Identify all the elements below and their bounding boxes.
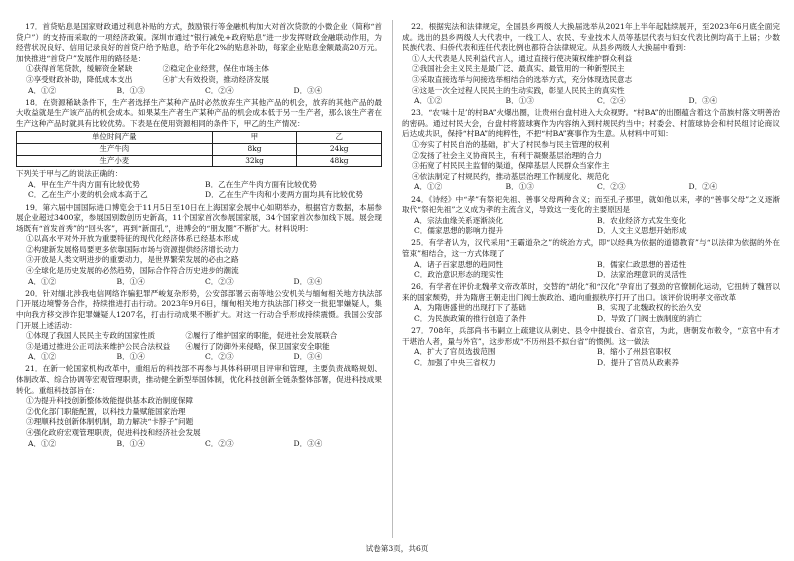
statement-item: ④全球化是历史发展的必然趋势，国际合作符合历史进步的潮流 bbox=[26, 266, 239, 276]
page-footer: 试卷第3页，共6页 bbox=[365, 544, 429, 553]
answer-options bbox=[16, 180, 382, 201]
answer-option[interactable]: D．③④ bbox=[688, 96, 718, 106]
answer-option[interactable]: D．③④ bbox=[293, 352, 323, 362]
right-column bbox=[402, 22, 780, 370]
answer-options bbox=[16, 439, 382, 450]
answer-option[interactable]: B．缩小了州县官职权 bbox=[597, 347, 671, 357]
answer-option[interactable]: A．①② bbox=[28, 85, 57, 95]
question-stem: 25．有学者认为，汉代采用“王霸道杂之”的统治方式，即“以经典为依据的道德教育”与“以法律为依据的外在管束”相结合，这一方式体现了 bbox=[402, 238, 780, 258]
question-stem: 17．首贷贴息是国家财政通过利息补贴的方式，鼓励银行等金融机构加大对首次贷款的小微企业（简称“首贷户”）的支持而采取的一项经济政策。深圳市通过“银行减免+政府贴息”进一步发挥财政金融联动作用，为经营状况良好、信用记录良好的首贷户给予贴息，给予年化2%的贴息补助，每家企业贴息金额最高20万元。加快推进“首贷户”发展作用的路径是： bbox=[16, 22, 382, 63]
statement-item: ③享受财政补助，降低成本支出 ④扩大有效投资，推动经济发展 bbox=[26, 74, 269, 84]
answer-option[interactable]: A．甲在生产牛肉方面有比较优势 bbox=[28, 179, 140, 189]
answer-option[interactable]: D．③④ bbox=[293, 276, 323, 286]
question-stem: 20．针对缅北涉我电信网络诈骗犯罪严峻复杂形势，公安部部署云南等地公安机关与缅甸相关地方执法部门开展边境警务合作，持续推进打击行动。2023年9月6日，缅甸相关地方执法部门移交一批犯罪嫌疑人，集中向我方移交涉诈犯罪嫌疑人1207名，打击行动成果不断扩大。对这一行动合乎形成持续震慑。我国公安部门开展上述活动： bbox=[16, 288, 382, 330]
answer-option[interactable]: B．①③ bbox=[505, 182, 534, 192]
question-prompt: 下列关于甲与乙的说法正确的： bbox=[16, 169, 123, 179]
answer-options bbox=[16, 277, 382, 288]
question-stem: 18．在资源稀缺条件下，生产者选择生产某种产品时必然放弃生产其他产品的机会，放弃的其他产品的最大收益就是生产该产品的机会成本。如果某生产者生产某种产品的机会成本低于另一生产者，那么该生产者在生产这种产品时就具有比较优势。下表是在使用资源相同的条件下，甲乙的生产情况： bbox=[16, 97, 382, 128]
answer-option[interactable]: D．②④ bbox=[688, 182, 718, 192]
answer-option[interactable]: A．①② bbox=[414, 182, 443, 192]
table-header-row bbox=[17, 132, 382, 144]
statement-item: ①以高水平对外开放为重要特征的现代化经济体系已经基本形成 bbox=[26, 234, 239, 244]
question-q25 bbox=[402, 238, 780, 280]
question-stem: 26．有学者在评价北魏孝文帝改革时，交替的“胡化”和“汉化”孕育出了强劲的官僚制化运动，它扭转了魏晋以来的国家颓势，并为隋唐王朝走出门阀士族政治、通向重振秩序打开了出口。该评价说明孝文帝改革 bbox=[402, 282, 780, 302]
answer-option[interactable]: B．农业经济方式发生变化 bbox=[597, 215, 687, 225]
answer-option[interactable]: A．为隋唐盛世的出现打下了基础 bbox=[414, 303, 526, 313]
statement-item: ②发扬了社会主义协商民主，有利于凝聚基层治理的合力 bbox=[412, 150, 602, 160]
answer-option[interactable]: B．①③ bbox=[116, 85, 145, 95]
answer-option[interactable]: C．②③ bbox=[205, 438, 234, 448]
answer-option[interactable]: D．乙在生产牛肉和小麦两方面均具有比较优势 bbox=[205, 190, 363, 200]
statement-item: ③是通过推进公正司法来维护公民合法权益 ④履行了防御外来侵略，保卫国家安全职能 bbox=[26, 341, 330, 351]
question-q22 bbox=[402, 22, 780, 107]
answer-options bbox=[402, 216, 780, 237]
answer-option[interactable]: D．法家治理意识的灵活性 bbox=[597, 270, 687, 280]
question-q23 bbox=[402, 108, 780, 193]
answer-option[interactable]: D．提升了官员从政素养 bbox=[597, 357, 680, 367]
answer-option[interactable]: B．①④ bbox=[116, 438, 145, 448]
statement-item: ①夯实了村民自治的基础，扩大了村民参与民主管理的权利 bbox=[412, 140, 610, 150]
answer-option[interactable]: D．导致了门阀士族制度的消亡 bbox=[597, 314, 702, 324]
answer-option[interactable]: C．②④ bbox=[597, 96, 626, 106]
answer-option[interactable]: C．②④ bbox=[205, 85, 234, 95]
statement-item: ①获得首笔贷款，缓解资金紧缺 ②稳定企业经营，保住市场主体 bbox=[26, 64, 269, 74]
table-header-cell: 单位时间产量 bbox=[17, 132, 213, 144]
question-q20 bbox=[16, 289, 382, 363]
statement-item: ②构建新发展格局要更多依靠国际市场与资源提供经济增长动力 bbox=[26, 244, 239, 254]
answer-option[interactable]: B．①③ bbox=[505, 96, 534, 106]
question-q27 bbox=[402, 326, 780, 368]
question-stem: 23．“农‘味十足’的村BA”火爆出圈，让贵州台盘村进入大众视野。“村BA”的出圈蕴含着这个苗族村落文明善治的密码。通过村民大会，台盘村将篮球赛作为内容纳入到村规民约当中；村委会、村篮球协会和村民组讨论商议后达成共识，保持“村BA”的纯粹性，不把“村BA”赛事作为生意。从材料中可知： bbox=[402, 108, 780, 139]
statement-item: ③拓宽了村民民主监督的渠道，保障基层人民群众当家作主 bbox=[412, 161, 610, 171]
question-q19 bbox=[16, 203, 382, 288]
answer-option[interactable]: B．①④ bbox=[116, 352, 145, 362]
answer-option[interactable]: A．诸子百家思想的趋同性 bbox=[414, 259, 504, 269]
question-stem: 19．第六届中国国际进口博览会于11月5日至10日在上海国家会展中心如期举办，根据官方数据，本届参展企业超过3400家，参展国别数创历史新高，11个国家首次参展国家展，34个国家首次参加线下展。展会现场既有“首发首秀”的“回头客”，再到“新面孔”，进博会的“朋友圈”不断扩大。材料说明： bbox=[16, 202, 382, 233]
answer-option[interactable]: B．乙在生产牛肉方面有比较优势 bbox=[205, 179, 317, 189]
statement-item: ②优化部门职能配置，以科技力量赋能国家治理 bbox=[26, 406, 186, 416]
answer-option[interactable]: A．①② bbox=[28, 276, 57, 286]
answer-options bbox=[402, 347, 780, 368]
answer-option[interactable]: C．政治意识形态的现实性 bbox=[414, 270, 504, 280]
answer-option[interactable]: A．①② bbox=[28, 352, 57, 362]
answer-option[interactable]: D．③④ bbox=[293, 85, 323, 95]
table-cell: 生产牛肉 bbox=[17, 144, 213, 156]
answer-option[interactable]: C．儒家思想的影响力提升 bbox=[414, 226, 504, 236]
answer-options bbox=[16, 86, 382, 97]
statement-item: ③理顺科技创新体制机制，助力解决“卡脖子”问题 bbox=[26, 417, 194, 427]
data-table bbox=[16, 131, 382, 167]
statement-item: ③采取直接选举与间接选举相结合的选举方式，充分体现选民意志 bbox=[412, 74, 633, 84]
answer-option[interactable]: A．扩大了官员选拔范围 bbox=[414, 347, 496, 357]
answer-option[interactable]: B．儒家仁政思想的普适性 bbox=[597, 259, 687, 269]
table-header-cell: 乙 bbox=[297, 132, 382, 144]
question-q21 bbox=[16, 364, 382, 449]
statement-item: ①人大代表是人民利益代言人，通过直接行使决策权维护群众利益 bbox=[412, 53, 633, 63]
question-stem: 21．在新一轮国家机构改革中，重组后的科技部不再参与具体科研项目评审和管理，主要负责战略规划、体制改革、综合协调等宏观管理职责，推动健全新型举国体制，优化科技创新全链条整体部署，促进科技成果转化。重组科技部旨在： bbox=[16, 364, 382, 395]
table-header-cell: 甲 bbox=[212, 132, 297, 144]
answer-options bbox=[402, 182, 780, 193]
left-column bbox=[16, 22, 382, 451]
answer-option[interactable]: A．①② bbox=[414, 96, 443, 106]
question-q17 bbox=[16, 22, 382, 96]
answer-option[interactable]: A．①② bbox=[28, 438, 57, 448]
table-cell: 32kg bbox=[212, 155, 297, 167]
answer-options bbox=[402, 96, 780, 107]
answer-option[interactable]: C．②③ bbox=[205, 276, 234, 286]
statement-item: ④强化政府宏观管理职责，促进科技和经济社会发展 bbox=[26, 427, 201, 437]
answer-options bbox=[16, 352, 382, 363]
statement-item: ④这是一次全过程人民民主的生动实践，彰显人民民主的真实性 bbox=[412, 85, 625, 95]
question-stem: 27．708年，兵部尚书韦嗣立上疏建议从刺史、县令中提拔台、省京官，为此，唐朝发布敕令，“京官中有才干堪治人者，量与外官”，这步形成“不历州县不拟台省”的惯例。这一做法 bbox=[402, 326, 780, 346]
question-stem: 22．根据宪法和法律规定，全国县乡两级人大换届选举从2021年上半年起陆续展开，至2023年6月底全面完成。选出的县乡两级人大代表中，一线工人、农民、专业技术人员等基层代表与妇女代表比例均高于上届；少数民族代表、归侨代表和连任代表比例也都符合法律规定。从县乡两级人大换届中看到： bbox=[402, 22, 780, 53]
question-stem: 24．《诗经》中“孝”有祭祀先祖、善事父母两种含义；而至孔子那里，就如他以来，孝的“善事父母”之义逐渐取代“祭祀先祖”之义成为孝的主流含义，导致这一变化的主要原因是 bbox=[402, 194, 780, 215]
answer-option[interactable]: C．加强了中央三省权力 bbox=[414, 357, 496, 367]
answer-option[interactable]: C．②③ bbox=[205, 352, 234, 362]
column-divider bbox=[392, 20, 393, 538]
statement-item: ①为提升科技创新整体效能提供基本政治制度保障 bbox=[26, 396, 194, 406]
answer-option[interactable]: B．①④ bbox=[116, 276, 145, 286]
table-row bbox=[17, 155, 382, 167]
answer-option[interactable]: C．为民族政策的推行创造了条件 bbox=[414, 314, 527, 324]
answer-option[interactable]: C．乙在生产小麦的机会成本高于乙 bbox=[28, 190, 148, 200]
table-cell: 8kg bbox=[212, 144, 297, 156]
question-q26 bbox=[402, 282, 780, 324]
answer-option[interactable]: C．②③ bbox=[597, 182, 626, 192]
table-cell: 生产小麦 bbox=[17, 155, 213, 167]
answer-option[interactable]: B．实现了北魏政权的长治久安 bbox=[597, 303, 702, 313]
table-cell: 24kg bbox=[297, 144, 382, 156]
answer-option[interactable]: A．宗法血缘关系逐渐淡化 bbox=[414, 215, 504, 225]
answer-options bbox=[402, 303, 780, 324]
answer-option[interactable]: D．人文主义思想开始形成 bbox=[597, 226, 687, 236]
statement-item: ①体现了我国人民民主专政的国家性质 ②履行了维护国家的职能，促进社会发展联合 bbox=[26, 331, 338, 341]
question-q24 bbox=[402, 195, 780, 237]
answer-options bbox=[402, 260, 780, 281]
statement-item: ③开放是人类文明进步的重要动力，是世界繁荣发展的必由之路 bbox=[26, 255, 239, 265]
statement-item: ②我国社会主义民主是最广泛、最真实、最管用的一种新型民主 bbox=[412, 64, 625, 74]
table-cell: 48kg bbox=[297, 155, 382, 167]
answer-option[interactable]: D．③④ bbox=[293, 438, 323, 448]
statement-item: ④依法制定了村规民约，推动基层治理工作制度化、规范化 bbox=[412, 171, 610, 181]
question-q18 bbox=[16, 98, 382, 201]
table-row bbox=[17, 144, 382, 156]
